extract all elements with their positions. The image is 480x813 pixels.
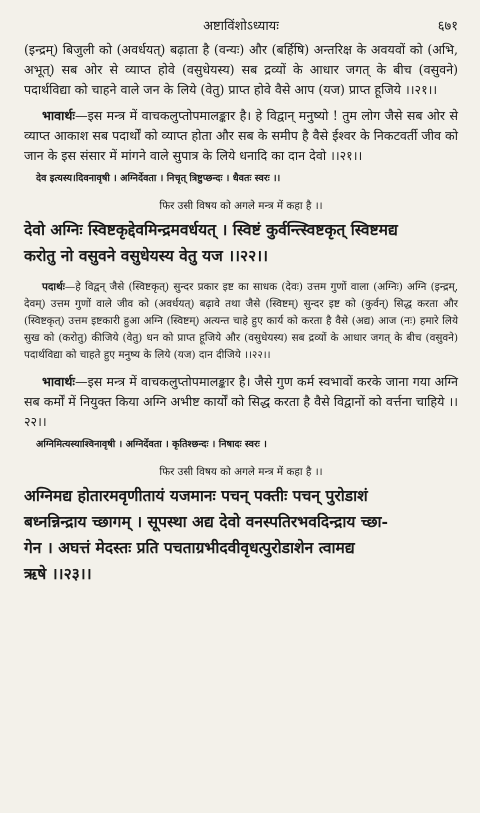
chapter-title: अष्टाविंशोऽध्यायः	[203, 19, 279, 34]
mantra-23-line-3: गेन । अघत्तं मेदस्तः प्रति पचताग्रभीदवीवृधत्पुरोडाशेन त्वामद्य	[24, 538, 355, 557]
intro-line-23: फिर उसी विषय को अगले मन्त्र में कहा है ।।	[159, 466, 323, 478]
mantra-22	[24, 217, 458, 269]
bhavartha-22	[24, 372, 458, 432]
padartha-text: —हे विद्वन् जैसे (स्विष्टकृत्) सुन्दर प्रकार इष्ट का साधक (देवः) उत्तम गुणों वाला (अग्निः) अग्नि (इन्द्रम्, देवम्) उत्तम गुणों वाले जीव को (अवर्धयत्) बढ़ावे तथा जैसे (स्विष्टम्) सुन्दर इष्ट को (कुर्वन्) सिद्ध करता और (स्विष्टकृत्) उत्तम इष्टकारी हुआ अग्नि (स्विष्टम्) अत्यन्त चाहे हुए कार्य को करता है वैसे (अद्य) आज (नः) हमारे लिये सुख को (करोतु) कीजिये (वेतु) धन को प्राप्त हूजिये और (वसुधेयस्य) सब द्रव्यों के आधार जगत् के बीच (वसुवने) पदार्थविद्या को चाहते हुए मनुष्य के लिये (यज) दान दीजिये ।।२२।।	[24, 281, 458, 361]
bhavartha-21	[24, 106, 458, 166]
mantra-23-line-1: अग्निमद्य होतारमवृणीतायं यजमानः पचन् पक्तीः पचन् पुरोडाशं	[24, 486, 368, 505]
mantra-22-line-1: देवो अग्निः स्विष्टकृद्देवमिन्द्रमवर्धयत् । स्विष्टं कुर्वन्त्स्विष्टकृत् स्विष्टमद्य	[24, 220, 398, 239]
intro-line-22: फिर उसी विषय को अगले मन्त्र में कहा है ।।	[159, 200, 323, 212]
mantra-22-line-2: करोतु नो वसुवने वसुधेयस्य वेतु यज ।।२२।।	[24, 246, 269, 265]
bhavartha-text: —इस मन्त्र में वाचकलुप्तोपमालङ्कार है। हे विद्वान् मनुष्यो ! तुम लोग जैसे सब ओर से व्याप्त आकाश सब पदार्थों को व्याप्त होता और सब के समीप है वैसे ईश्वर के निकटवर्ती जीव को जान के इस संसार में मांगने वाले सुपात्र के लिये धनादि का दान देवो ।।२१।।	[24, 108, 458, 163]
mantra-meta-23: अग्निमित्यस्याश्विनावृषी । अग्निर्देवता । कृतिश्छन्दः । निषादः स्वरः ।	[36, 439, 267, 450]
page-number: ६७१	[437, 19, 458, 34]
mantra-meta-22: देव इत्यस्य।दिवनावृषी । अग्निर्देवता । निचृत् त्रिष्टुप्छन्दः । धैवतः स्वरः ।।	[36, 173, 281, 184]
padartha-continuation: (इन्द्रम्) बिजुली को (अवर्धयत्) बढ़ाता है (वन्यः) और (बर्हिषि) अन्तरिक्ष के अवयवों को (अभि, अभूत्) सब ओर से व्याप्त होवे (वसुधेयस्य) सब द्रव्यों के आधार जगत् के बीच (वसुवने) पदार्थविद्या को चाहने वाले जन के लिये (वेतु) प्राप्त होवे वैसे आप (यज) प्राप्त हूजिये ।।२१।।	[24, 42, 458, 97]
mantra-23	[24, 483, 458, 587]
mantra-23-line-4: ऋषे ।।२३।।	[24, 564, 92, 583]
page-header	[24, 14, 458, 40]
mantra-23-line-2: बध्नन्निन्द्राय च्छागम् । सूपस्था अद्य देवो वनस्पतिरभवदिन्द्राय च्छा-	[24, 512, 389, 531]
bhavartha-label: भावार्थः	[42, 108, 75, 123]
padartha-label: पदार्थः	[42, 281, 65, 293]
bhavartha-text: —इस मन्त्र में वाचकलुप्तोपमालङ्कार है। जैसे गुण कर्म स्वभावों करके जाना गया अग्नि सब कर्मों में नियुक्त किया अग्नि अभीष्ट कार्यों को सिद्ध करता है वैसे विद्वानों को वर्त्तना चाहिये ।।२२।।	[24, 374, 458, 429]
padartha-22	[24, 279, 458, 364]
bhavartha-label: भावार्थः	[42, 374, 75, 389]
